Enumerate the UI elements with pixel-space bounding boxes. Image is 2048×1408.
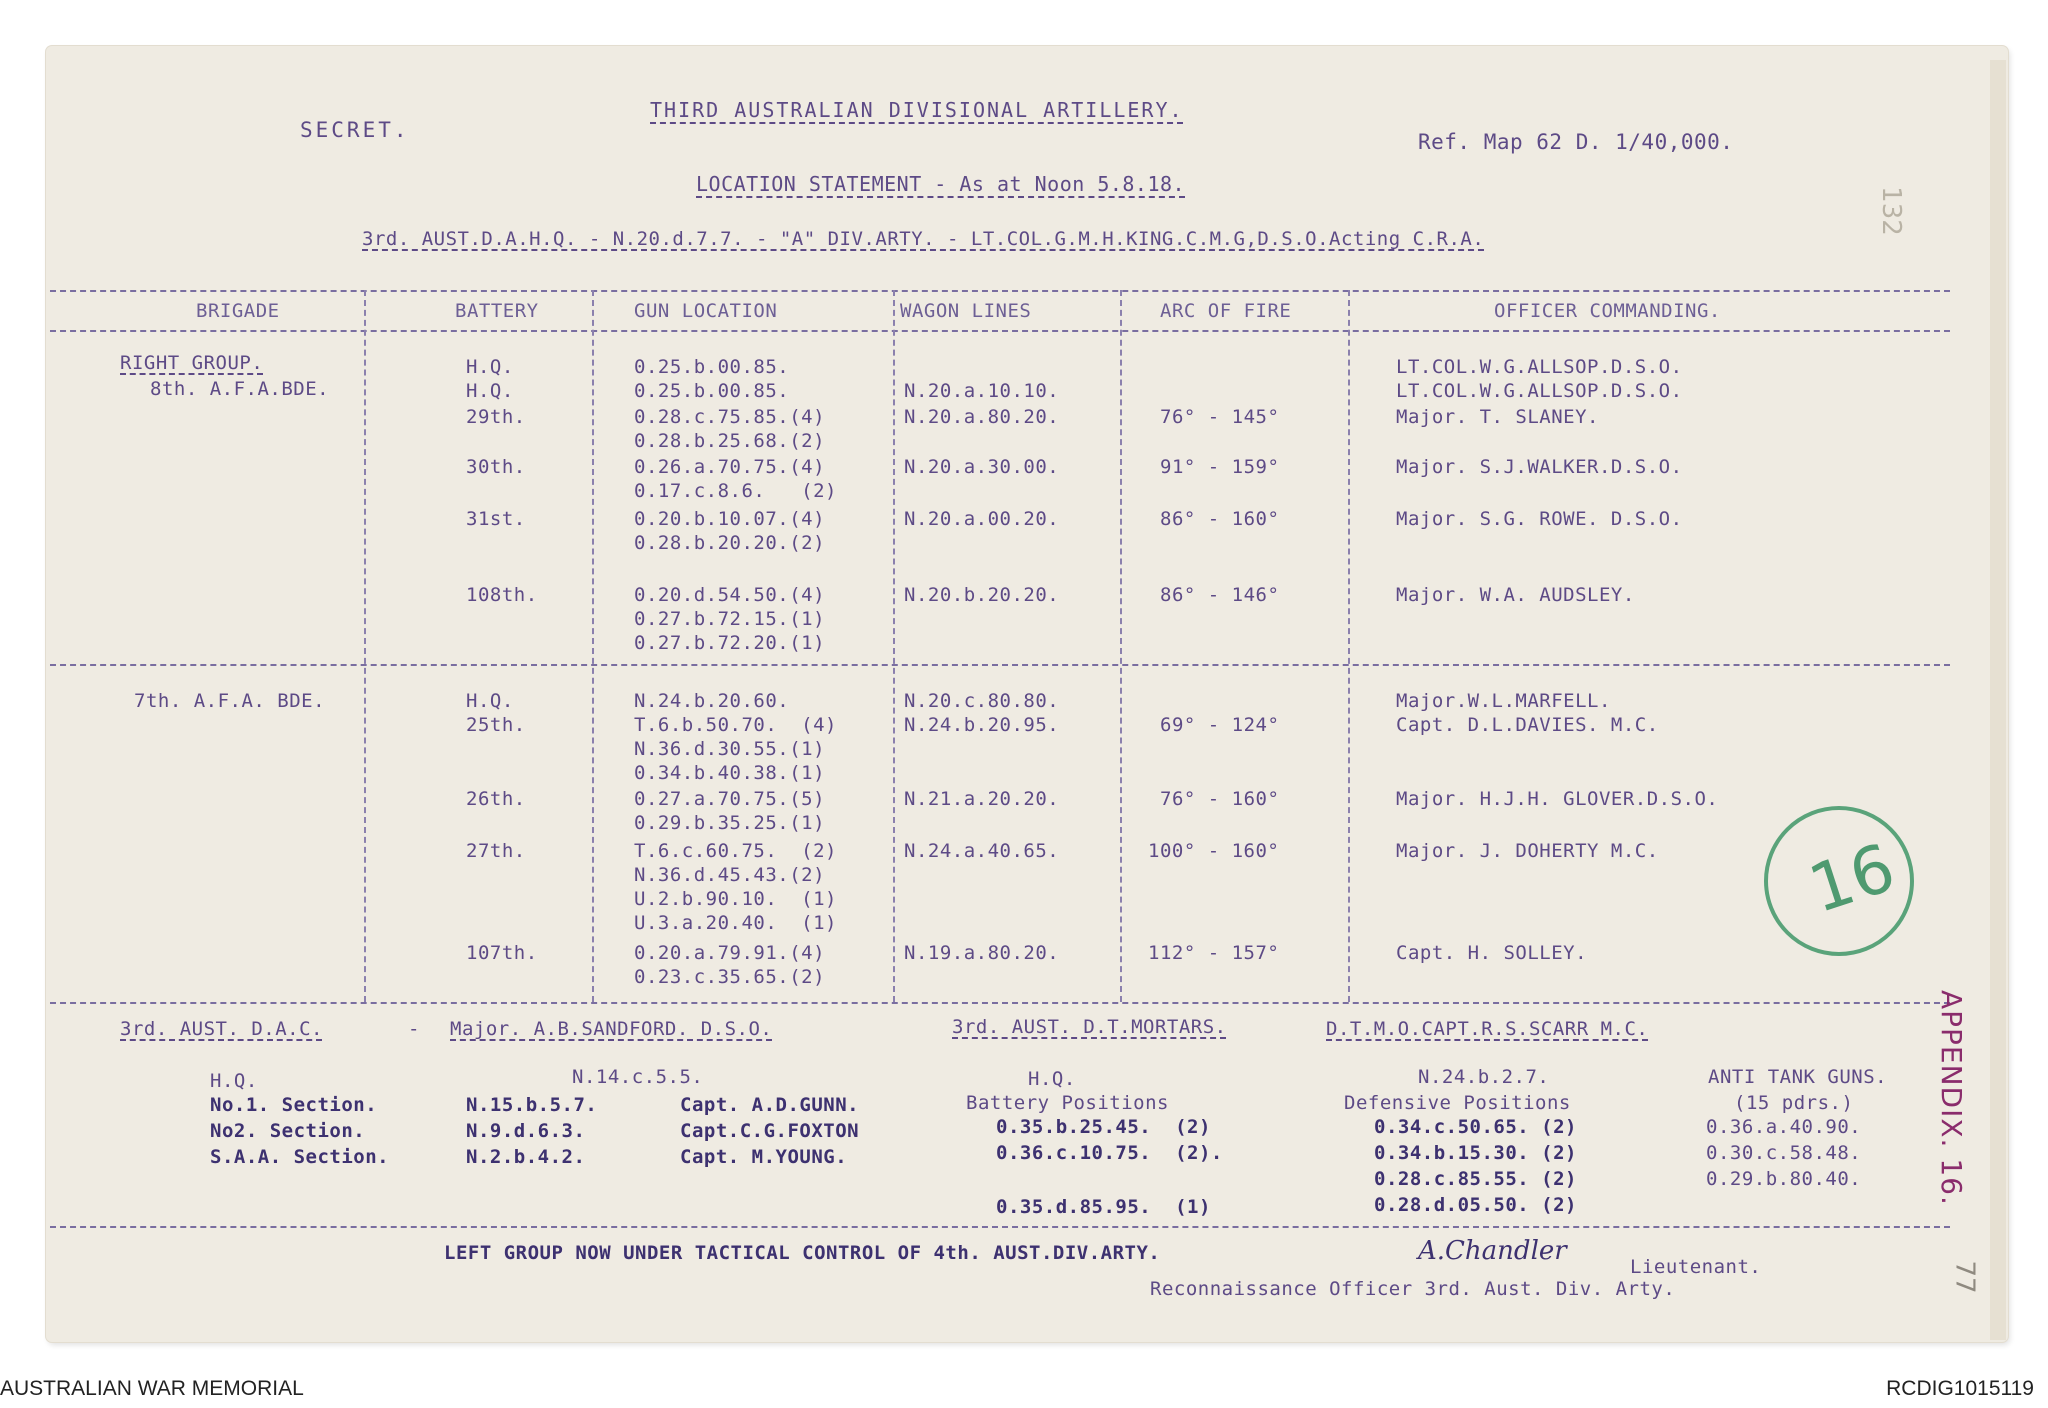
dac-title: 3rd. AUST. D.A.C. [120,1018,323,1040]
gun-location-cell: T.6.b.50.70. (4) [634,714,837,736]
anti-tank-sublabel: (15 pdrs.) [1734,1092,1854,1114]
dac-section-location: N.2.b.4.2. [466,1146,586,1168]
dac-section-officer: Capt. M.YOUNG. [680,1146,848,1168]
battery-cell: 26th. [466,788,526,810]
officer-cell: LT.COL.W.G.ALLSOP.D.S.O. [1396,356,1683,378]
officer-cell: LT.COL.W.G.ALLSOP.D.S.O. [1396,380,1683,402]
battery-cell: 31st. [466,508,526,530]
gun-location-cell: 0.28.b.20.20.(2) [634,532,826,554]
wagon-lines-cell: N.20.a.10.10. [904,380,1060,402]
gun-location-cell: 0.27.b.72.20.(1) [634,632,826,654]
gun-location-cell: 0.25.b.00.85. [634,356,790,378]
dac-commander: Major. A.B.SANDFORD. D.S.O. [450,1018,773,1040]
gun-location-cell: N.24.b.20.60. [634,690,790,712]
battery-cell: 30th. [466,456,526,478]
wagon-lines-cell: N.20.c.80.80. [904,690,1060,712]
anti-tank-label: ANTI TANK GUNS. [1708,1066,1888,1088]
battery-cell: 108th. [466,584,538,606]
gun-location-cell: 0.34.b.40.38.(1) [634,762,826,784]
gun-location-cell: N.36.d.30.55.(1) [634,738,826,760]
gun-location-cell: 0.28.c.75.85.(4) [634,406,826,428]
header-battery: BATTERY [455,300,539,322]
mortars-commander: D.T.M.O.CAPT.R.S.SCARR M.C. [1326,1018,1649,1040]
dac-section-name: No.1. Section. [210,1094,378,1116]
secret-label: SECRET. [300,118,410,142]
gun-location-cell: 0.27.b.72.15.(1) [634,608,826,630]
arc-of-fire-cell: 76° - 145° [1160,406,1280,428]
battery-cell: 27th. [466,840,526,862]
gun-location-cell: 0.26.a.70.75.(4) [634,456,826,478]
defensive-position: 0.34.b.15.30. (2) [1374,1142,1577,1164]
left-group-note: LEFT GROUP NOW UNDER TACTICAL CONTROL OF 4th. AUST.DIV.ARTY. [444,1242,1161,1264]
dac-hq-location: N.14.c.5.5. [572,1066,704,1088]
col-divider-1 [364,290,366,1002]
dac-section-location: N.15.b.5.7. [466,1094,598,1116]
dac-section-name: No2. Section. [210,1120,366,1142]
ref-map: Ref. Map 62 D. 1/40,000. [1418,130,1734,154]
arc-of-fire-cell: 100° - 160° [1148,840,1280,862]
wagon-lines-cell: N.20.a.30.00. [904,456,1060,478]
gun-location-cell: 0.23.c.35.65.(2) [634,966,826,988]
table-top-rule [50,290,1950,292]
brigade-8th: 8th. A.F.A.BDE. [150,378,330,400]
col-divider-4 [1120,290,1122,1002]
wagon-lines-cell: N.19.a.80.20. [904,942,1060,964]
closing-rule [50,1226,1950,1228]
arc-of-fire-cell: 86° - 160° [1160,508,1280,530]
battery-cell: 107th. [466,942,538,964]
right-group-label: RIGHT GROUP. [120,352,264,374]
header-wagon-lines: WAGON LINES [900,300,1032,322]
battery-cell: 25th. [466,714,526,736]
dac-hq-label: H.Q. [210,1070,258,1092]
dac-section-officer: Capt.C.G.FOXTON [680,1120,860,1142]
anti-tank-position: 0.30.c.58.48. [1706,1142,1862,1164]
hq-line: 3rd. AUST.D.A.H.Q. - N.20.d.7.7. - "A" DIV.ARTY. - LT.COL.G.M.H.KING.C.M.G,D.S.O.Acting C.R.A. [362,228,1485,250]
wagon-lines-cell: N.21.a.20.20. [904,788,1060,810]
officer-cell: Major. W.A. AUDSLEY. [1396,584,1635,606]
officer-cell: Major. J. DOHERTY M.C. [1396,840,1659,862]
header-officer-commanding: OFFICER COMMANDING. [1494,300,1721,322]
dac-section-location: N.9.d.6.3. [466,1120,586,1142]
footer-archive-name: AUSTRALIAN WAR MEMORIAL [0,1377,304,1400]
mortar-hq-location: N.24.b.2.7. [1418,1066,1550,1088]
gun-location-cell: U.2.b.90.10. (1) [634,888,837,910]
mortar-hq-label: H.Q. [1028,1068,1076,1090]
anti-tank-position: 0.36.a.40.90. [1706,1116,1862,1138]
dac-section-name: S.A.A. Section. [210,1146,390,1168]
battery-position: 0.35.d.85.95. (1) [996,1196,1211,1218]
gun-location-cell: 0.25.b.00.85. [634,380,790,402]
wagon-lines-cell: N.20.a.00.20. [904,508,1060,530]
header-rule [50,330,1950,332]
location-statement: LOCATION STATEMENT - As at Noon 5.8.18. [696,172,1186,196]
group-divider-rule [50,664,1950,666]
officer-cell: Major. H.J.H. GLOVER.D.S.O. [1396,788,1719,810]
battery-cell: H.Q. [466,690,514,712]
table-bottom-rule [50,1002,1950,1004]
arc-of-fire-cell: 86° - 146° [1160,584,1280,606]
officer-cell: Major. S.J.WALKER.D.S.O. [1396,456,1683,478]
gun-location-cell: 0.17.c.8.6. (2) [634,480,837,502]
battery-cell: 29th. [466,406,526,428]
defensive-position: 0.28.d.05.50. (2) [1374,1194,1577,1216]
battery-position: 0.35.b.25.45. (2) [996,1116,1211,1138]
dac-section-officer: Capt. A.D.GUNN. [680,1094,860,1116]
officer-cell: Capt. D.L.DAVIES. M.C. [1396,714,1659,736]
signer-title: Reconnaissance Officer 3rd. Aust. Div. Arty. [1150,1278,1676,1300]
anti-tank-position: 0.29.b.80.40. [1706,1168,1862,1190]
header-arc-of-fire: ARC OF FIRE [1160,300,1292,322]
document-title: THIRD AUSTRALIAN DIVISIONAL ARTILLERY. [650,98,1184,122]
mortars-title: 3rd. AUST. D.T.MORTARS. [952,1016,1227,1038]
header-brigade: BRIGADE [196,300,280,322]
gun-location-cell: T.6.c.60.75. (2) [634,840,837,862]
battery-cell: H.Q. [466,380,514,402]
col-divider-3 [893,290,895,1002]
gun-location-cell: 0.20.b.10.07.(4) [634,508,826,530]
officer-cell: Major. S.G. ROWE. D.S.O. [1396,508,1683,530]
col-divider-5 [1348,290,1350,1002]
gun-location-cell: N.36.d.45.43.(2) [634,864,826,886]
dac-dash: - [408,1018,420,1040]
signature: A.Chandler [1418,1236,1567,1266]
margin-number: 77 [1949,1260,1980,1294]
arc-of-fire-cell: 112° - 157° [1148,942,1280,964]
page-number: 132 [1875,186,1906,236]
footer-item-id: RCDIG1015119 [1886,1377,2034,1400]
defensive-position: 0.28.c.85.55. (2) [1374,1168,1577,1190]
battery-positions-label: Battery Positions [966,1092,1169,1114]
gun-location-cell: 0.20.d.54.50.(4) [634,584,826,606]
header-gun-location: GUN LOCATION [634,300,778,322]
paper-edge [1990,60,2006,1340]
gun-location-cell: 0.28.b.25.68.(2) [634,430,826,452]
gun-location-cell: 0.20.a.79.91.(4) [634,942,826,964]
circled-number: 16 [1800,828,1904,929]
officer-cell: Major.W.L.MARFELL. [1396,690,1611,712]
arc-of-fire-cell: 76° - 160° [1160,788,1280,810]
wagon-lines-cell: N.20.a.80.20. [904,406,1060,428]
arc-of-fire-cell: 69° - 124° [1160,714,1280,736]
wagon-lines-cell: N.24.a.40.65. [904,840,1060,862]
wagon-lines-cell: N.20.b.20.20. [904,584,1060,606]
appendix-annotation: APPENDIX. 16. [1935,990,1968,1206]
gun-location-cell: 0.27.a.70.75.(5) [634,788,826,810]
col-divider-2 [592,290,594,1002]
brigade-7th: 7th. A.F.A. BDE. [134,690,326,712]
signer-rank: Lieutenant. [1630,1256,1762,1278]
wagon-lines-cell: N.24.b.20.95. [904,714,1060,736]
battery-position: 0.36.c.10.75. (2). [996,1142,1223,1164]
gun-location-cell: U.3.a.20.40. (1) [634,912,837,934]
officer-cell: Major. T. SLANEY. [1396,406,1599,428]
defensive-positions-label: Defensive Positions [1344,1092,1571,1114]
gun-location-cell: 0.29.b.35.25.(1) [634,812,826,834]
battery-cell: H.Q. [466,356,514,378]
defensive-position: 0.34.c.50.65. (2) [1374,1116,1577,1138]
arc-of-fire-cell: 91° - 159° [1160,456,1280,478]
officer-cell: Capt. H. SOLLEY. [1396,942,1588,964]
